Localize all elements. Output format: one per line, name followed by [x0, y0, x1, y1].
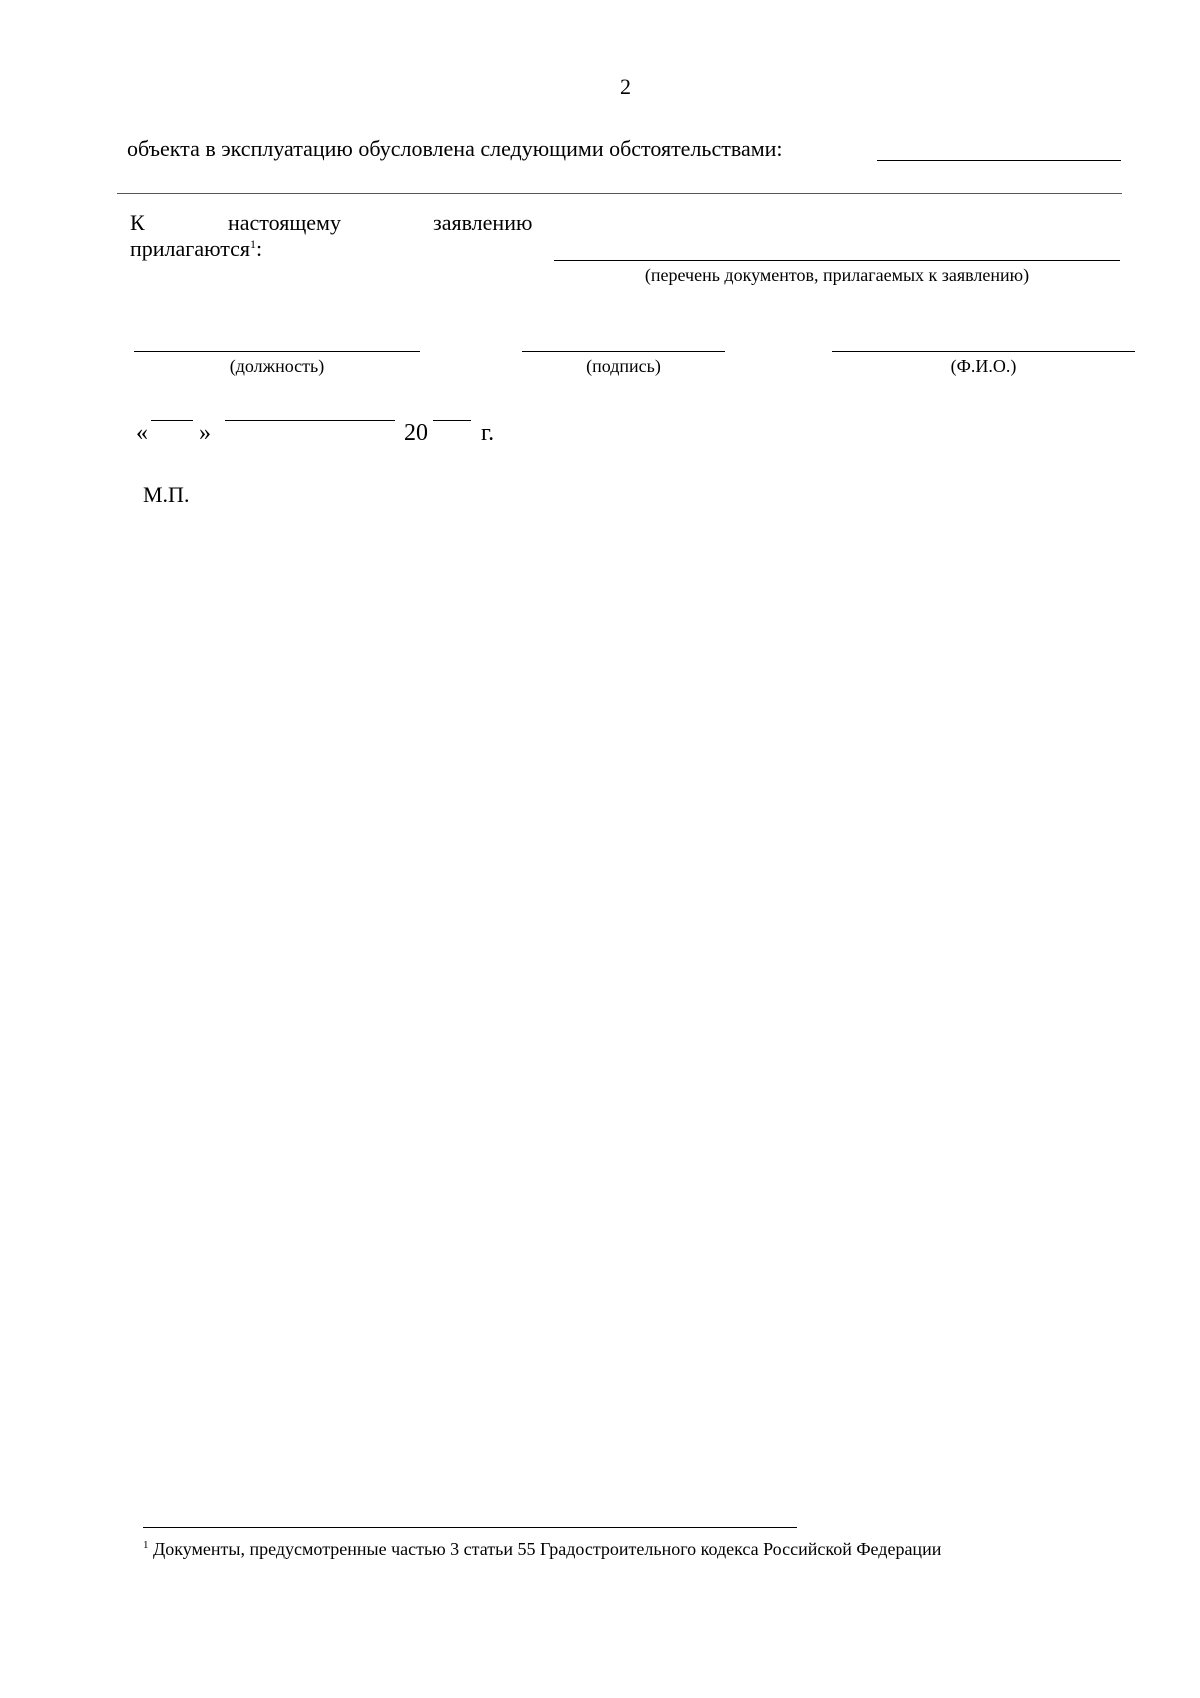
footnote-reference: 1 [250, 237, 256, 251]
position-caption: (должность) [229, 356, 325, 376]
page-number: 2 [620, 74, 631, 99]
attachments-caption: (перечень документов, прилагаемых к заявлению) [644, 265, 1030, 285]
attachments-word-2: настоящему [228, 210, 341, 235]
date-year-prefix: 20 [404, 420, 428, 446]
date-year-blank[interactable] [433, 420, 471, 421]
attachments-word-1: К [130, 210, 145, 235]
date-year-suffix: г. [481, 420, 495, 446]
reason-continuation-line[interactable] [117, 193, 1122, 194]
full-name-blank-line[interactable] [832, 351, 1135, 352]
attachments-label [130, 236, 262, 262]
attachments-word-4: прилагаются [130, 236, 250, 261]
reason-text: объекта в эксплуатацию обусловлена следующими обстоятельствами: [127, 136, 783, 161]
reason-blank-line[interactable] [877, 160, 1121, 161]
footnote-text: Документы, предусмотренные частью 3 статьи 55 Градостроительного кодекса Российской Федерации [148, 1539, 942, 1559]
footnote-separator [143, 1527, 797, 1528]
attachments-blank-line[interactable] [554, 260, 1120, 261]
date-open-quote: « [136, 420, 148, 446]
full-name-caption: (Ф.И.О.) [950, 356, 1017, 376]
stamp-label: М.П. [143, 482, 190, 507]
position-blank-line[interactable] [134, 351, 420, 352]
signature-caption: (подпись) [586, 356, 661, 376]
date-month-blank[interactable] [225, 420, 395, 421]
date-close-quote: » [199, 420, 211, 446]
attachments-word-3: заявлению [433, 210, 533, 235]
signature-blank-line[interactable] [522, 351, 725, 352]
date-day-blank[interactable] [151, 420, 193, 421]
footnote-mark: 1 [143, 1539, 149, 1551]
footnote [143, 1539, 941, 1560]
attachments-colon: : [256, 236, 263, 261]
